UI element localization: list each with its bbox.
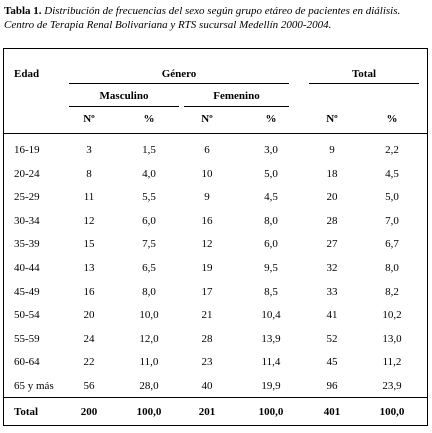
table-cell: 9,5 bbox=[264, 262, 278, 274]
header-pct-masc: % bbox=[143, 113, 155, 125]
age-group-cell: 30-34 bbox=[14, 214, 40, 227]
caption-line2: Centro de Terapia Renal Bolivariana y RTS sucursal Medellín 2000-2004. bbox=[4, 19, 332, 31]
table-cell: 5,0 bbox=[385, 191, 399, 204]
total-label: Total bbox=[14, 406, 39, 418]
table-cell: 23,9 bbox=[382, 380, 402, 392]
age-group-cell: 45-49 bbox=[14, 285, 40, 298]
total-cell: 100,0 bbox=[258, 406, 284, 418]
table-cell: 4,0 bbox=[142, 167, 156, 180]
table-cell: 56 bbox=[83, 380, 95, 392]
age-group-cell: 65 y más bbox=[14, 380, 54, 392]
table-cell: 8,5 bbox=[264, 285, 278, 298]
table-cell: 10,0 bbox=[139, 309, 159, 322]
frequency-table bbox=[3, 48, 428, 426]
table-cell: 6,5 bbox=[142, 262, 156, 274]
table-cell: 9 bbox=[329, 144, 335, 156]
table-cell: 10 bbox=[201, 167, 213, 180]
header-n-masc: Nº bbox=[83, 113, 95, 125]
table-cell: 21 bbox=[201, 309, 213, 322]
table-cell: 1,5 bbox=[142, 144, 156, 156]
total-cell: 100,0 bbox=[136, 406, 162, 418]
table-cell: 12,0 bbox=[139, 332, 159, 345]
table-cell: 10,4 bbox=[261, 309, 281, 322]
table-cell: 13 bbox=[83, 262, 95, 274]
table-cell: 5,0 bbox=[264, 167, 278, 180]
table-cell: 32 bbox=[326, 262, 338, 274]
table-cell: 27 bbox=[326, 238, 338, 251]
age-group-cell: 55-59 bbox=[14, 332, 40, 345]
masculino-rule bbox=[69, 106, 179, 107]
table-cell: 23 bbox=[201, 356, 213, 369]
age-group-cell: 25-29 bbox=[14, 191, 40, 204]
total-cell: 401 bbox=[323, 406, 341, 418]
age-group-cell: 60-64 bbox=[14, 356, 40, 369]
table-cell: 15 bbox=[83, 238, 95, 251]
table-cell: 6,7 bbox=[385, 238, 399, 251]
table-cell: 52 bbox=[326, 332, 338, 345]
header-genero: Género bbox=[161, 68, 197, 80]
table-cell: 96 bbox=[326, 380, 338, 392]
table-cell: 7,5 bbox=[142, 238, 156, 251]
age-group-cell: 40-44 bbox=[14, 262, 40, 274]
age-group-cell: 20-24 bbox=[14, 167, 40, 180]
table-cell: 18 bbox=[326, 167, 338, 180]
table-cell: 8,0 bbox=[385, 262, 399, 274]
header-pct-fem: % bbox=[265, 113, 277, 125]
table-cell: 3,0 bbox=[264, 144, 278, 156]
table-cell: 12 bbox=[83, 214, 95, 227]
caption-label: Tabla 1. bbox=[4, 5, 42, 17]
total-top-rule bbox=[4, 397, 427, 398]
table-cell: 45 bbox=[326, 356, 338, 369]
table-cell: 40 bbox=[201, 380, 213, 392]
table-cell: 4,5 bbox=[385, 167, 399, 180]
table-cell: 5,5 bbox=[142, 191, 156, 204]
table-cell: 28 bbox=[326, 214, 338, 227]
table-cell: 6 bbox=[204, 144, 210, 156]
table-cell: 8,0 bbox=[264, 214, 278, 227]
table-cell: 2,2 bbox=[385, 144, 399, 156]
table-cell: 11,2 bbox=[382, 356, 402, 369]
table-cell: 8 bbox=[86, 167, 92, 180]
table-cell: 10,2 bbox=[382, 309, 402, 322]
header-pct-total: % bbox=[386, 113, 398, 125]
table-cell: 19 bbox=[201, 262, 213, 274]
table-cell: 22 bbox=[83, 356, 95, 369]
total-cell: 200 bbox=[80, 406, 98, 418]
total-cell: 201 bbox=[198, 406, 216, 418]
femenino-rule bbox=[184, 106, 289, 107]
table-cell: 24 bbox=[83, 332, 95, 345]
table-cell: 11 bbox=[83, 191, 95, 204]
table-cell: 11,4 bbox=[261, 356, 281, 369]
table-cell: 19,9 bbox=[261, 380, 281, 392]
table-cell: 3 bbox=[86, 144, 92, 156]
table-cell: 16 bbox=[201, 214, 213, 227]
total-cell: 100,0 bbox=[379, 406, 405, 418]
header-n-fem: Nº bbox=[201, 113, 213, 125]
table-cell: 12 bbox=[201, 238, 213, 251]
table-cell: 6,0 bbox=[264, 238, 278, 251]
table-cell: 8,0 bbox=[142, 285, 156, 298]
table-cell: 41 bbox=[326, 309, 338, 322]
table-cell: 16 bbox=[83, 285, 95, 298]
header-femenino: Femenino bbox=[213, 90, 260, 102]
table-cell: 8,2 bbox=[385, 285, 399, 298]
table-cell: 20 bbox=[326, 191, 338, 204]
table-cell: 28 bbox=[201, 332, 213, 345]
table-cell: 6,0 bbox=[142, 214, 156, 227]
total-rule bbox=[309, 83, 419, 84]
header-edad: Edad bbox=[14, 68, 40, 80]
table-cell: 13,9 bbox=[261, 332, 281, 345]
age-group-cell: 16-19 bbox=[14, 144, 40, 156]
header-total: Total bbox=[351, 68, 377, 80]
table-cell: 7,0 bbox=[385, 214, 399, 227]
age-group-cell: 35-39 bbox=[14, 238, 40, 251]
table-caption bbox=[4, 4, 430, 32]
table-cell: 9 bbox=[204, 191, 210, 204]
age-group-cell: 50-54 bbox=[14, 309, 40, 322]
table-cell: 17 bbox=[201, 285, 213, 298]
header-masculino: Masculino bbox=[99, 90, 149, 102]
table-cell: 20 bbox=[83, 309, 95, 322]
table-cell: 4,5 bbox=[264, 191, 278, 204]
table-cell: 28,0 bbox=[139, 380, 159, 392]
genero-rule bbox=[69, 83, 289, 84]
caption-line1: Distribución de frecuencias del sexo según grupo etáreo de pacientes en diálisis. bbox=[44, 5, 401, 17]
table-cell: 11,0 bbox=[139, 356, 159, 369]
header-bottom-rule bbox=[4, 133, 427, 134]
table-cell: 13,0 bbox=[382, 332, 402, 345]
header-n-total: Nº bbox=[326, 113, 338, 125]
table-cell: 33 bbox=[326, 285, 338, 298]
